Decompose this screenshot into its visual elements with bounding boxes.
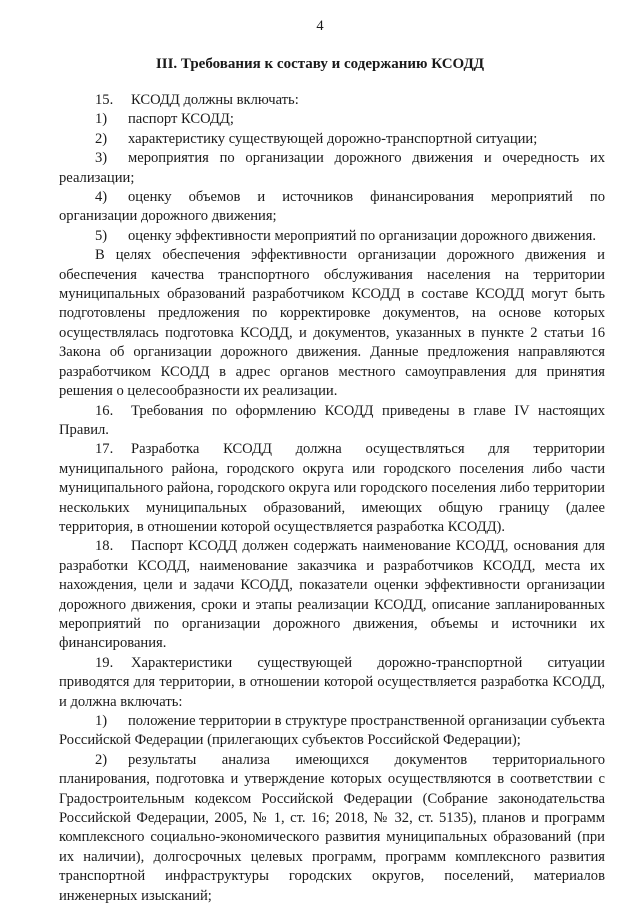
paragraph-goals: В целях обеспечения эффективности организации дорожного движения и обеспечения качества транспортного обслуживания населения на территории муниципальных образований разработчиком КСОДД в составе КСОДД могут быть подготовлены предложения по корректировке документов, на основе которых осуществлялась подготовка КСОДД, и документов, указанных в пункте 2 статьи 16 Закона об организации дорожного движения. Данные предложения направляются разработчиком КСОДД в адрес органов местного самоуправления для принятия решения о целесообразности их реализации. [59, 247, 605, 400]
paragraph-number: 15. [95, 92, 114, 108]
paragraph-19 [59, 654, 605, 712]
list-item-15-1 [59, 110, 605, 129]
paragraph-number: 17. [95, 441, 114, 458]
list-item-number: 1) [95, 111, 108, 128]
paragraph-number: 18. [95, 538, 114, 555]
section-heading: III. Требования к составу и содержанию КСОДД [155, 56, 485, 72]
list-item-text: мероприятия по организации дорожного движения и очередность их реализации; [59, 150, 605, 186]
paragraph-18 [59, 537, 605, 653]
list-item-number: 2) [95, 130, 108, 147]
paragraph-text: Характеристики существующей дорожно-транспортной ситуации приводятся для территории, в отношении которой осуществляется разработка КСОДД, и должна включать: [59, 654, 605, 710]
paragraph-number: 16. [95, 402, 114, 419]
list-item-text: паспорт КСОДД; [128, 111, 234, 128]
list-item-19-1 [59, 712, 605, 751]
list-item-text: характеристику существующей дорожно-транспортной ситуации; [128, 130, 538, 147]
list-item-number: 1) [95, 713, 108, 729]
paragraph-number: 19. [95, 654, 114, 671]
paragraph-text: КСОДД должны включать: [131, 92, 299, 108]
list-item-text: оценку объемов и источников финансирования мероприятий по организации дорожного движения; [59, 189, 605, 225]
paragraph-text: Паспорт КСОДД должен содержать наименование КСОДД, основания для разработки КСОДД, наименование заказчика и разработчиков КСОДД, места их нахождения, цели и задачи КСОДД, показатели оценки эффективности организации дорожного движения, сроки и этапы реализации КСОДД, описание запланированных мероприятий по организации дорожного движения, объемы и источники их финансирования. [59, 538, 605, 652]
paragraph-16 [59, 402, 605, 441]
list-item-number: 3) [95, 150, 108, 167]
list-item-15-3 [59, 149, 605, 188]
list-item-text: результаты анализа имеющихся документов территориального планирования, подготовка и утверждение которых осуществляются в соответствии с Градостроительным кодексом Российской Федерации (Собрание законодательства Российской Федерации, 2005, № 1, ст. 16; 2018, № 32, ст. 5135), планов и программ комплексного социально-экономического развития муниципальных образований (при их наличии), долгосрочных целевых программ, программ комплексного развития транспортной инфраструктуры городских округов, поселений, материалов инженерных изысканий; [59, 751, 605, 904]
document-body [59, 91, 605, 906]
list-item-number: 4) [95, 189, 108, 206]
page-number: 4 [316, 18, 324, 34]
list-item-19-2 [59, 751, 605, 906]
list-item-text: положение территории в структуре пространственной организации субъекта Российской Федерации (прилегающих субъектов Российской Федерации); [59, 713, 605, 749]
paragraph-text: Требования по оформлению КСОДД приведены в главе IV настоящих Правил. [59, 402, 605, 438]
list-item-15-5 [59, 227, 605, 246]
paragraph-text: Разработка КСОДД должна осуществляться для территории муниципального района, городского округа или городского поселения либо части муниципального района, городского округа или городского поселения либо территории нескольких муниципальных образований, имеющих общую границу (далее территория, в отношении которой осуществляется разработка КСОДД). [59, 441, 605, 535]
list-item-text: оценку эффективности мероприятий по организации дорожного движения. [128, 227, 596, 244]
list-item-number: 5) [95, 227, 108, 244]
list-item-number: 2) [95, 751, 108, 768]
list-item-15-4 [59, 188, 605, 227]
list-item-15-2 [59, 130, 605, 149]
paragraph-15 [59, 91, 605, 110]
paragraph-17 [59, 440, 605, 537]
